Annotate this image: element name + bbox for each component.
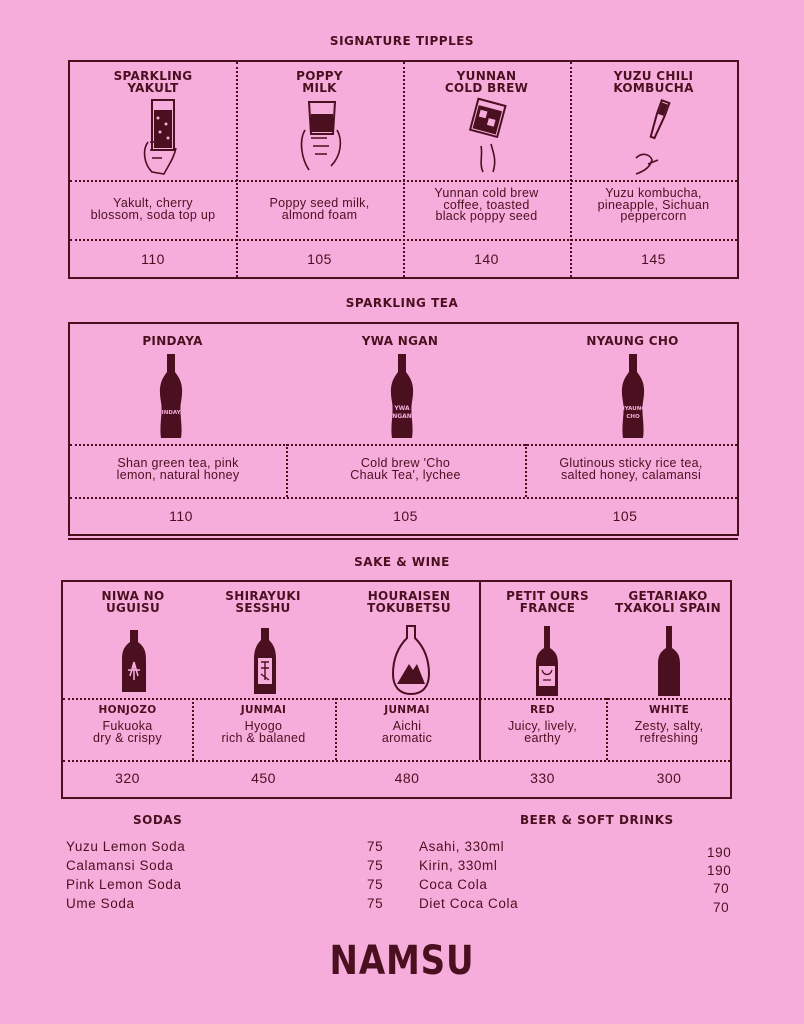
sake-item-name: NIWA NO UGUISU: [101, 589, 165, 615]
svg-text:YWA: YWA: [394, 405, 410, 412]
sake-item-description: Juicy, lively, earthy: [507, 719, 578, 745]
sake-item-description: Fukuoka dry & crispy: [93, 719, 162, 745]
petit-ours-bottle-icon: [534, 624, 560, 698]
sake-item-price: 320: [115, 770, 140, 786]
sparkling-item-description: Glutinous sticky rice tea, salted honey, calamansi: [559, 456, 703, 482]
sake-item-description: Zesty, salty, refreshing: [634, 719, 704, 745]
shirayuki-bottle-icon: [250, 626, 280, 696]
sodas-title: SODAS: [133, 813, 183, 827]
signature-item-description: Yakult, cherry blossom, soda top up: [90, 196, 216, 222]
svg-text:CHO: CHO: [626, 414, 640, 420]
sake-item-price: 480: [394, 770, 420, 786]
nyaung-cho-bottle-icon: [617, 352, 649, 440]
beer-item-price: 70: [713, 881, 730, 896]
signature-item-name: YUNNAN COLD BREW: [444, 69, 529, 95]
signature-item-price: 145: [641, 251, 666, 267]
getariako-bottle-icon: [656, 624, 682, 698]
soda-item-price: 75: [367, 896, 384, 911]
sake-item-type: JUNMAI: [384, 704, 430, 716]
sake-item-type: WHITE: [648, 704, 690, 716]
sparkling-item-name: YWA NGAN: [361, 334, 439, 348]
sparkling-section-title: SPARKLING TEA: [345, 296, 459, 310]
sake-item-price: 300: [656, 770, 682, 786]
soda-item-price: 75: [367, 839, 384, 854]
cold-brew-glass-icon: [463, 96, 513, 176]
yakult-glass-icon: [138, 98, 188, 178]
svg-text:NYAUNG: NYAUNG: [620, 406, 646, 412]
soda-item-name: Yuzu Lemon Soda: [66, 839, 186, 854]
sparkling-item-description: Cold brew 'Cho Chauk Tea', lychee: [350, 456, 461, 482]
sake-item-description: Aichi aromatic: [381, 719, 433, 745]
sake-item-type: JUNMAI: [240, 704, 287, 716]
signature-item-name: POPPY MILK: [296, 69, 343, 95]
sake-item-description: Hyogo rich & balaned: [221, 719, 306, 745]
signature-item-description: Yunnan cold brew coffee, toasted black poppy seed: [434, 186, 539, 223]
ywa-ngan-bottle-icon: [386, 352, 418, 440]
brand-logo: NAMSU: [329, 938, 475, 984]
kombucha-glass-icon: [628, 98, 678, 178]
svg-text:NGAN: NGAN: [392, 413, 412, 420]
signature-item-name: YUZU CHILI KOMBUCHA: [613, 69, 694, 95]
bottle-label-text: PINDAYA: [157, 410, 185, 416]
beer-item-price: 70: [713, 900, 730, 915]
sake-item-name: HOURAISEN TOKUBETSU: [367, 589, 451, 615]
beer-item-name: Coca Cola: [419, 877, 488, 892]
sake-item-type: HONJOZO: [98, 704, 157, 716]
sake-item-price: 450: [251, 770, 276, 786]
sparkling-box: [68, 322, 739, 536]
signature-item-description: Yuzu kombucha, pineapple, Sichuan peppercorn: [597, 186, 710, 223]
sake-item-name: PETIT OURS FRANCE: [506, 589, 589, 615]
sparkling-item-price: 110: [169, 508, 193, 524]
beer-item-price: 190: [707, 863, 732, 878]
signature-box: [68, 60, 739, 279]
sake-item-name: SHIRAYUKI SESSHU: [225, 589, 301, 615]
signature-item-description: Poppy seed milk, almond foam: [269, 196, 370, 222]
sparkling-item-description: Shan green tea, pink lemon, natural honey: [116, 456, 240, 482]
beer-item-name: Asahi, 330ml: [419, 839, 505, 854]
signature-item-price: 110: [141, 251, 165, 267]
niwa-bottle-icon: [118, 628, 150, 694]
sake-item-name: GETARIAKO TXAKOLI SPAIN: [614, 589, 721, 615]
pindaya-bottle-icon: [155, 352, 187, 440]
soda-item-price: 75: [367, 877, 384, 892]
sake-item-price: 330: [530, 770, 555, 786]
signature-item-name: SPARKLING YAKULT: [113, 69, 193, 95]
houraisen-bottle-icon: [391, 624, 431, 696]
signature-section-title: SIGNATURE TIPPLES: [329, 34, 475, 48]
soda-item-name: Pink Lemon Soda: [66, 877, 182, 892]
section-divider: [68, 538, 738, 540]
sparkling-item-price: 105: [393, 508, 418, 524]
soda-item-name: Ume Soda: [66, 896, 135, 911]
soda-item-price: 75: [367, 858, 384, 873]
beer-item-name: Kirin, 330ml: [419, 858, 498, 873]
sparkling-item-name: NYAUNG CHO: [586, 334, 679, 348]
beer-item-price: 190: [707, 845, 732, 860]
soda-item-name: Calamansi Soda: [66, 858, 174, 873]
poppy-milk-glass-icon: [297, 100, 347, 176]
sparkling-item-price: 105: [612, 508, 638, 524]
sake-section-title: SAKE & WINE: [354, 555, 450, 569]
signature-item-price: 140: [474, 251, 499, 267]
sake-box: [61, 580, 732, 799]
signature-item-price: 105: [307, 251, 332, 267]
beer-title: BEER & SOFT DRINKS: [520, 813, 674, 827]
beer-item-name: Diet Coca Cola: [419, 896, 519, 911]
sparkling-item-name: PINDAYA: [142, 334, 203, 348]
sake-item-type: RED: [530, 704, 555, 716]
